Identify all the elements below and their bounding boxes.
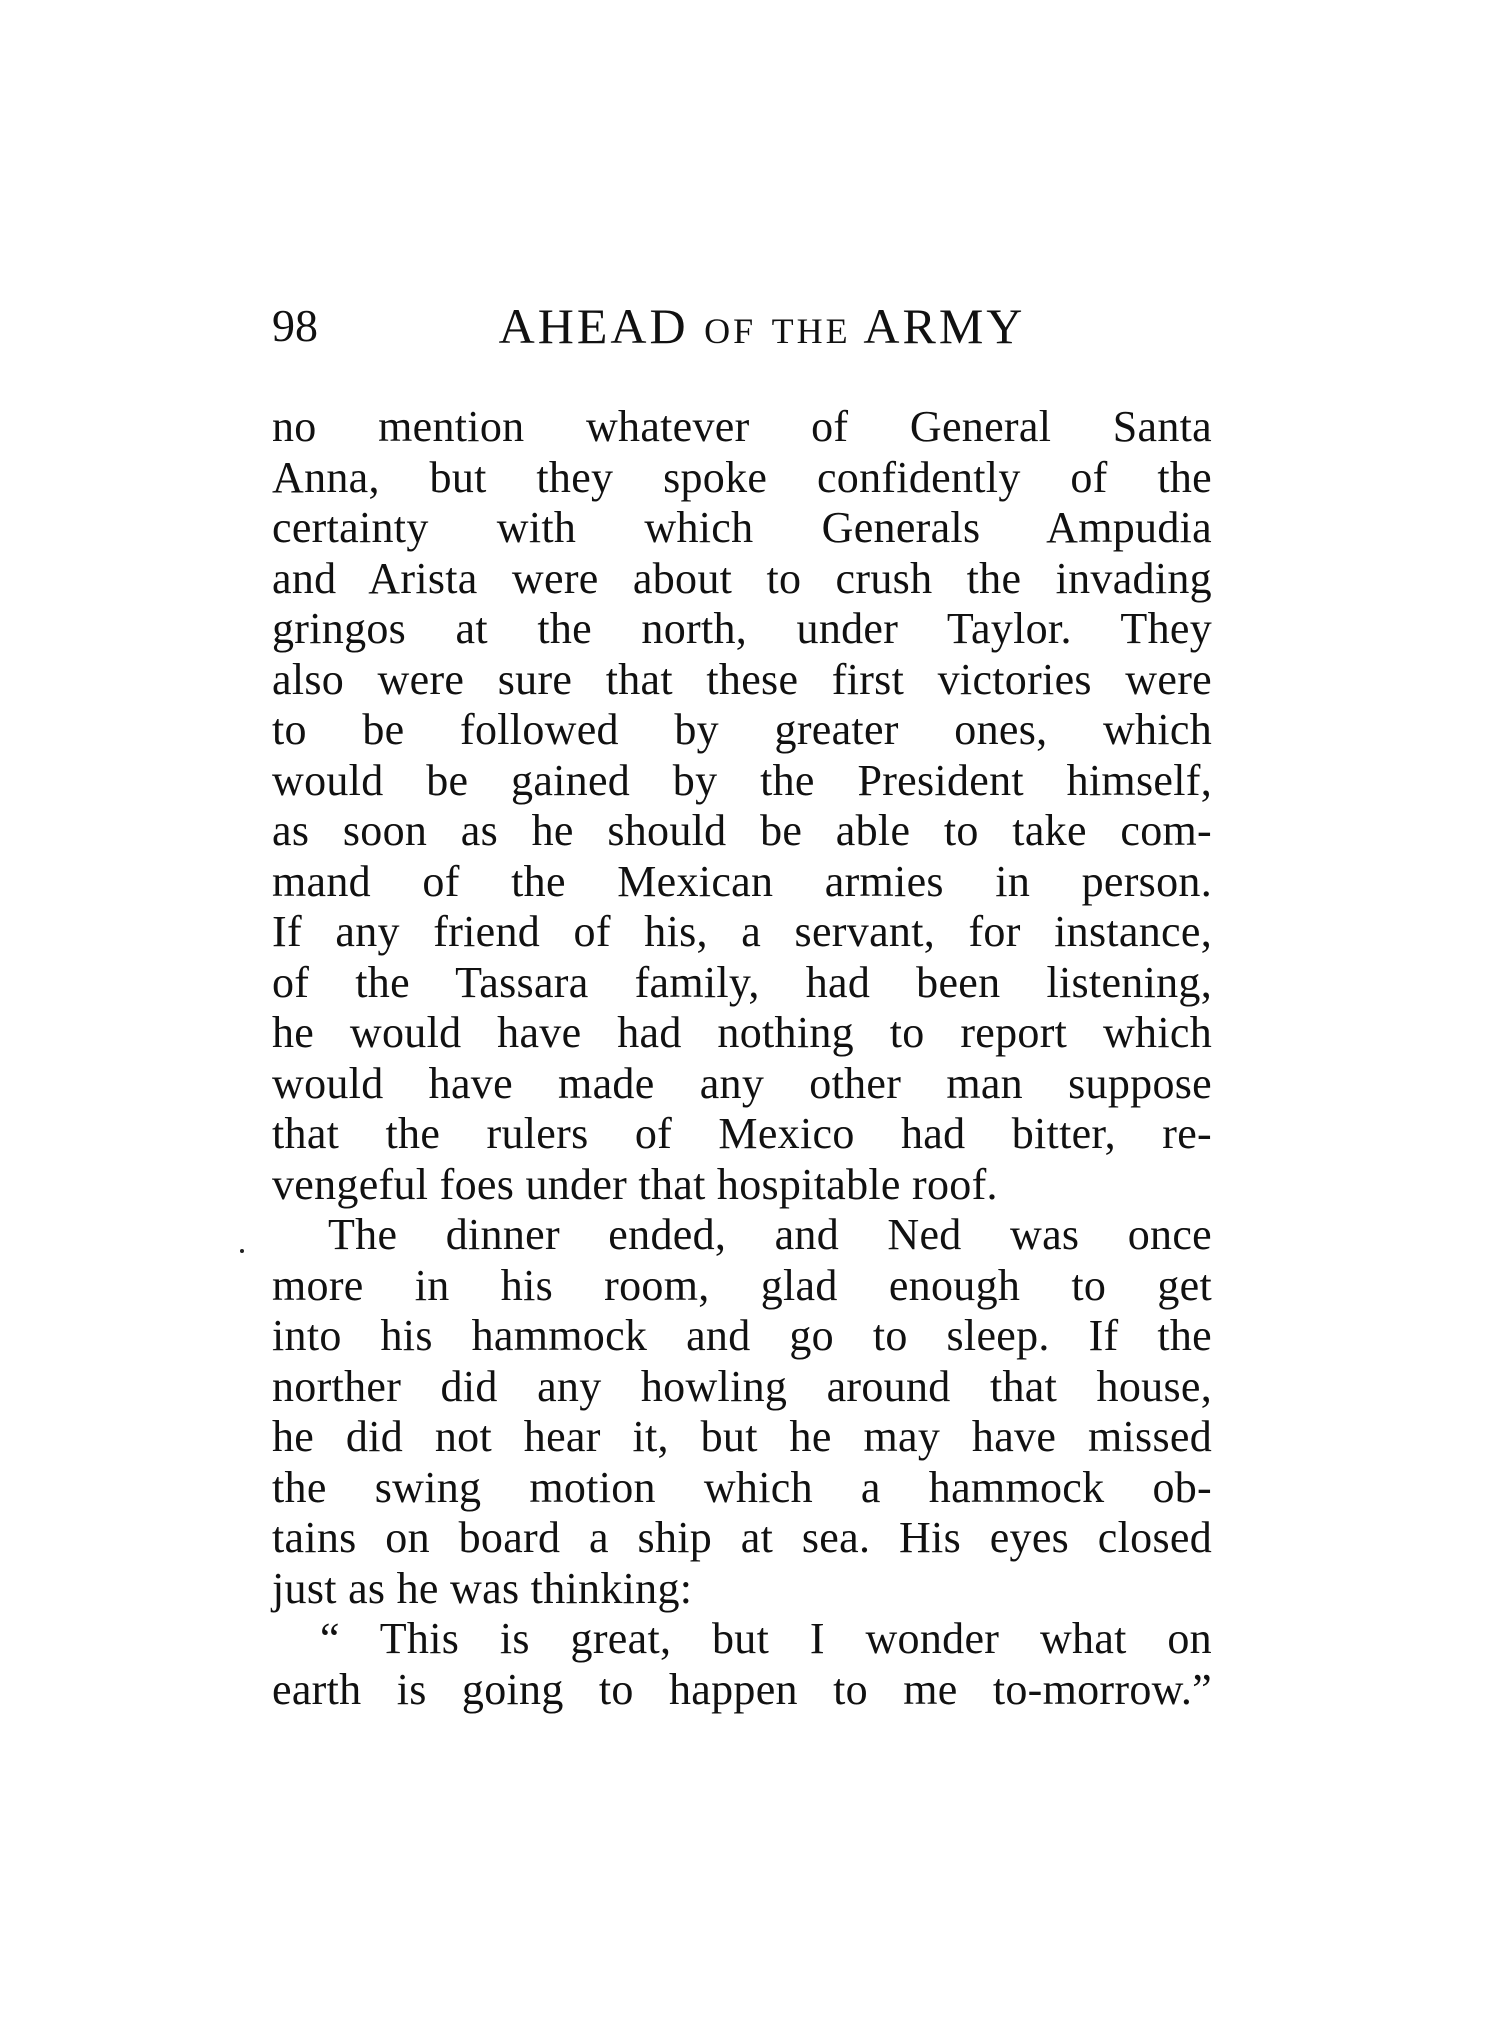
body-text [272,402,1212,1715]
text-line: also were sure that these first victories were [272,654,1212,704]
text-line: earth is going to happen to me to-morrow.” [272,1664,1212,1714]
text-line: he would have had nothing to report which [272,1008,1212,1057]
text-line: vengeful foes under that hospitable roof. [272,1159,998,1209]
text-line: of the Tassara family, had been listening, [272,957,1212,1007]
title-word: THE [771,311,851,351]
running-title [272,296,1212,361]
text-line: would have made any other man suppose [272,1058,1212,1108]
paragraph-start-line: “ This is great, but I wonder what on [320,1614,1212,1663]
text-line: and Arista were about to crush the invading [272,553,1212,603]
text-line: into his hammock and go to sleep. If the [272,1311,1212,1360]
text-line: as soon as he should be able to take com- [272,806,1212,855]
title-word: AHEAD [498,298,689,354]
text-line: more in his room, glad enough to get [272,1260,1212,1310]
paragraph-start-line: The dinner ended, and Ned was once [328,1210,1212,1259]
text-line: certainty with which Generals Ampudia [272,503,1212,552]
text-line: tains on board a ship at sea. His eyes closed [272,1513,1212,1562]
text-line: he did not hear it, but he may have missed [272,1412,1212,1461]
text-line: no mention whatever of General Santa [272,402,1212,451]
text-line: would be gained by the President himself, [272,755,1212,805]
running-header [272,296,1212,366]
page-number: 98 [272,300,318,351]
text-line: the swing motion which a hammock ob- [272,1462,1212,1512]
title-word: OF [704,311,757,351]
title-word: ARMY [863,298,1026,354]
text-line: norther did any howling around that house, [272,1361,1212,1411]
text-line: that the rulers of Mexico had bitter, re- [272,1109,1212,1158]
text-line: to be followed by greater ones, which [272,705,1212,754]
stray-print-mark [240,1249,244,1253]
text-line: gringos at the north, under Taylor. They [272,604,1212,653]
text-line: Anna, but they spoke confidently of the [272,452,1212,502]
text-line: If any friend of his, a servant, for instance, [272,907,1212,956]
text-line: just as he was thinking: [272,1563,693,1613]
text-line: mand of the Mexican armies in person. [272,856,1212,906]
